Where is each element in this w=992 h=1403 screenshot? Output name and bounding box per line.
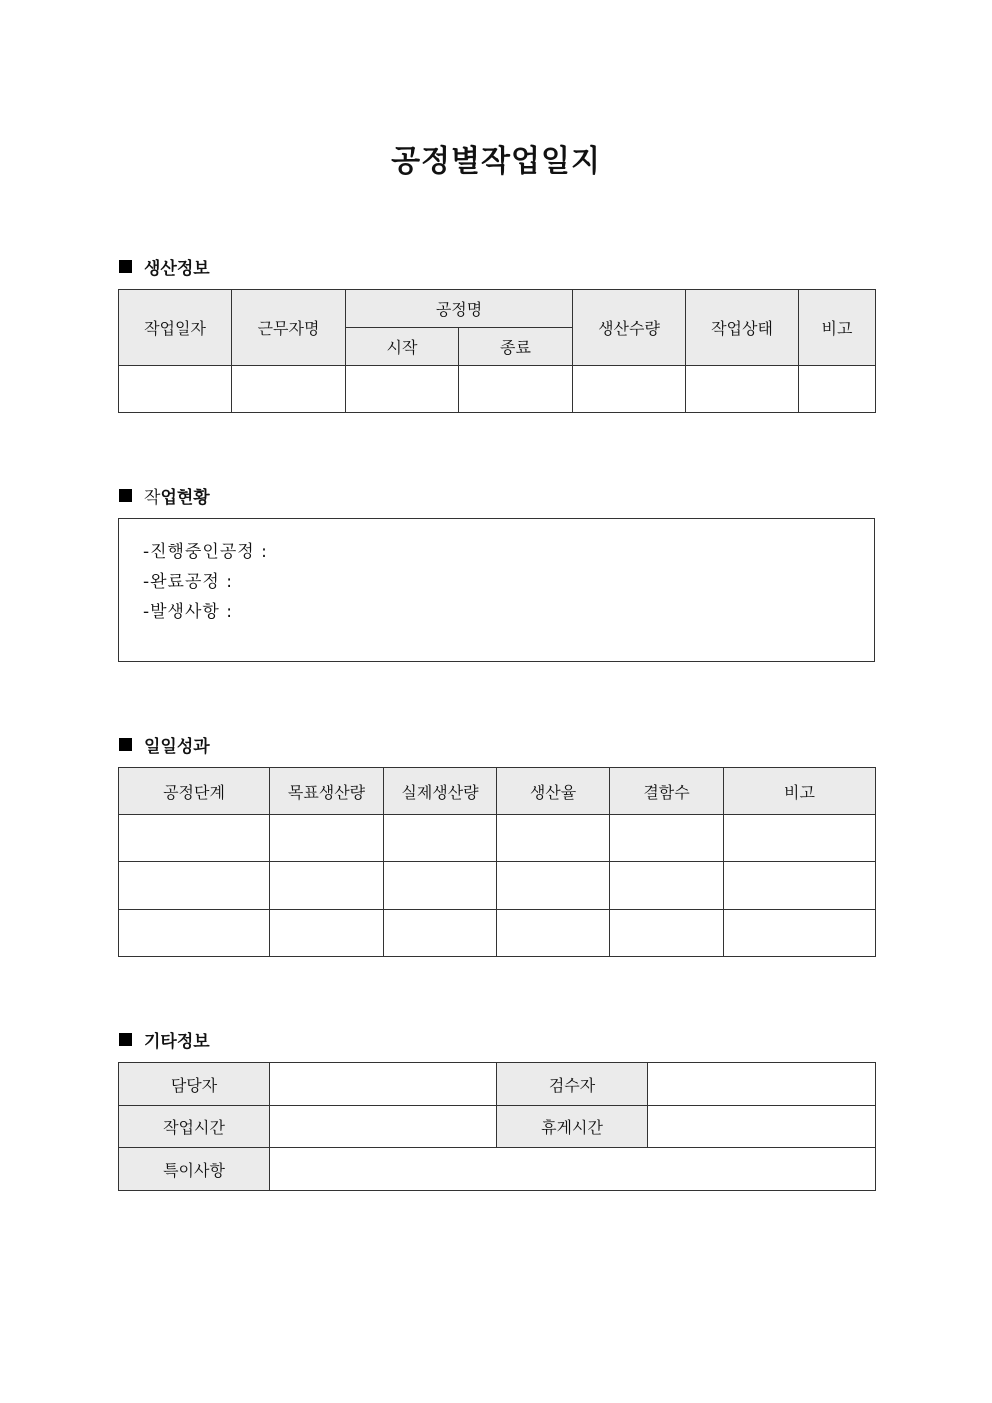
memo-line-occurrences: -발생사항 : bbox=[143, 602, 233, 622]
cell-worker-name[interactable] bbox=[232, 366, 346, 413]
cell-inspector[interactable] bbox=[648, 1063, 876, 1106]
table-cell[interactable] bbox=[610, 862, 724, 910]
header-target-output: 목표생산량 bbox=[270, 768, 384, 815]
table-cell[interactable] bbox=[724, 815, 876, 862]
label-manager: 담당자 bbox=[119, 1063, 270, 1106]
header-start: 시작 bbox=[346, 328, 459, 366]
table-cell[interactable] bbox=[119, 910, 270, 957]
work-status-memo-box[interactable] bbox=[118, 518, 875, 662]
cell-end[interactable] bbox=[459, 366, 573, 413]
cell-production-qty[interactable] bbox=[573, 366, 686, 413]
cell-work-time[interactable] bbox=[270, 1106, 497, 1148]
document-title: 공정별작업일지 bbox=[391, 144, 601, 179]
header-process-name: 공정명 bbox=[346, 290, 573, 328]
production-info-table bbox=[118, 289, 876, 413]
header-remarks: 비고 bbox=[724, 768, 876, 815]
header-work-date: 작업일자 bbox=[119, 290, 232, 366]
header-worker-name: 근무자명 bbox=[232, 290, 346, 366]
memo-line-completed: -완료공정 : bbox=[143, 572, 233, 592]
table-row bbox=[119, 815, 876, 862]
cell-notes[interactable] bbox=[270, 1148, 876, 1191]
header-end: 종료 bbox=[459, 328, 573, 366]
table-cell[interactable] bbox=[724, 910, 876, 957]
section-title: 기타정보 bbox=[144, 1032, 210, 1052]
square-bullet-icon bbox=[119, 260, 132, 273]
section-heading-daily-results bbox=[119, 732, 210, 757]
table-cell[interactable] bbox=[724, 862, 876, 910]
table-row bbox=[119, 910, 876, 957]
table-cell[interactable] bbox=[497, 862, 610, 910]
section-heading-other-info bbox=[119, 1027, 210, 1052]
table-cell[interactable] bbox=[610, 910, 724, 957]
table-cell[interactable] bbox=[270, 910, 384, 957]
cell-manager[interactable] bbox=[270, 1063, 497, 1106]
header-production-qty: 생산수량 bbox=[573, 290, 686, 366]
table-cell[interactable] bbox=[384, 862, 497, 910]
label-work-time: 작업시간 bbox=[119, 1106, 270, 1148]
header-process-stage: 공정단계 bbox=[119, 768, 270, 815]
header-work-status: 작업상태 bbox=[686, 290, 799, 366]
section-title: 생산정보 bbox=[144, 259, 210, 279]
table-cell[interactable] bbox=[384, 910, 497, 957]
square-bullet-icon bbox=[119, 489, 132, 502]
square-bullet-icon bbox=[119, 1033, 132, 1046]
section-heading-work-status bbox=[119, 483, 210, 508]
square-bullet-icon bbox=[119, 738, 132, 751]
cell-work-status[interactable] bbox=[686, 366, 799, 413]
label-break-time: 휴게시간 bbox=[497, 1106, 648, 1148]
table-cell[interactable] bbox=[119, 862, 270, 910]
memo-line-in-progress: -진행중인공정 : bbox=[143, 542, 268, 562]
table-row bbox=[119, 862, 876, 910]
table-cell[interactable] bbox=[270, 815, 384, 862]
header-production-rate: 생산율 bbox=[497, 768, 610, 815]
header-defect-count: 결함수 bbox=[610, 768, 724, 815]
label-notes: 특이사항 bbox=[119, 1148, 270, 1191]
section-title: 업현황 bbox=[160, 488, 210, 508]
other-info-table bbox=[118, 1062, 876, 1191]
header-remarks: 비고 bbox=[799, 290, 876, 366]
table-cell[interactable] bbox=[610, 815, 724, 862]
section-heading-production-info bbox=[119, 254, 210, 279]
table-cell[interactable] bbox=[384, 815, 497, 862]
daily-results-table bbox=[118, 767, 876, 957]
cell-work-date[interactable] bbox=[119, 366, 232, 413]
table-cell[interactable] bbox=[270, 862, 384, 910]
section-title: 일일성과 bbox=[144, 737, 210, 757]
header-actual-output: 실제생산량 bbox=[384, 768, 497, 815]
table-cell[interactable] bbox=[119, 815, 270, 862]
table-cell[interactable] bbox=[497, 815, 610, 862]
label-inspector: 검수자 bbox=[497, 1063, 648, 1106]
cell-break-time[interactable] bbox=[648, 1106, 876, 1148]
cell-start[interactable] bbox=[346, 366, 459, 413]
table-cell[interactable] bbox=[497, 910, 610, 957]
cell-remarks[interactable] bbox=[799, 366, 876, 413]
section-title-prefix: 작 bbox=[144, 488, 161, 508]
